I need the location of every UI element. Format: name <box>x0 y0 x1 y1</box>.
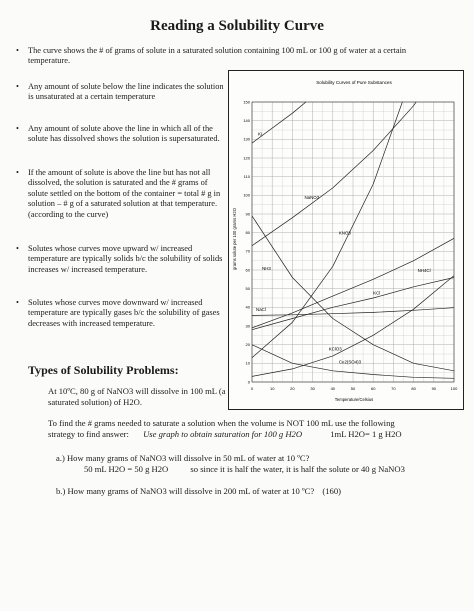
bullet-text: Any amount of solute above the line in which all of the solute has dissolved shows the solution is supersaturated. <box>28 124 220 144</box>
solubility-chart <box>228 70 464 410</box>
curve-label: Ce2(SO4)3 <box>338 359 362 365</box>
x-tick-label: 60 <box>370 386 376 391</box>
x-tick-label: 100 <box>450 386 458 391</box>
chart-title: Solubility Curves of Pure Substances <box>316 80 392 85</box>
y-tick-label: 40 <box>245 304 250 310</box>
bullet-item <box>16 168 228 220</box>
curve-label: NaCl <box>256 307 266 313</box>
instructions-hint: Use graph to obtain saturation for 100 g H2O <box>143 429 303 439</box>
y-tick-label: 110 <box>243 174 250 180</box>
y-tick-label: 30 <box>245 323 250 329</box>
x-tick-label: 30 <box>310 386 315 391</box>
y-tick-label: 50 <box>245 286 250 292</box>
bullet-text: Any amount of solute below the line indicates the solution is unsaturated at a certain temperature <box>28 82 224 102</box>
curve-label: KClO3 <box>328 346 342 352</box>
y-tick-label: 140 <box>243 118 250 124</box>
bullet-dot: • <box>16 82 19 91</box>
question-b <box>56 486 466 497</box>
instructions-prefix: strategy to find answer: <box>48 429 129 439</box>
curve-label: NaNO3 <box>304 195 320 201</box>
y-tick-label: 120 <box>243 155 250 161</box>
bullet-dot: • <box>16 244 19 253</box>
answer-a <box>84 464 468 475</box>
question-b-text: b.) How many grams of NaNO3 will dissolve in 200 mL of water at 10 ºC? <box>56 486 315 496</box>
curve-label: NH4Cl <box>417 267 431 273</box>
bullet-text: Solutes whose curves move upward w/ increased temperature are typically solids b/c the solubility of solids increases w/ increased temperature. <box>28 244 223 274</box>
bullet-dot: • <box>16 124 19 133</box>
bullet-dot: • <box>16 168 19 177</box>
answer-a-right: so since it is half the water, it is half the solute or 40 g NaNO3 <box>190 464 405 474</box>
y-tick-label: 90 <box>245 211 250 217</box>
y-tick-label: 130 <box>243 136 250 142</box>
bullet-item <box>16 124 228 145</box>
y-tick-label: 10 <box>245 360 250 366</box>
y-tick-label: 60 <box>245 267 250 273</box>
x-tick-label: 80 <box>411 386 416 391</box>
curve-label: NH3 <box>262 266 271 271</box>
instructions-line2 <box>48 429 468 440</box>
x-tick-label: 0 <box>250 386 254 391</box>
curve-label: KI <box>258 131 263 137</box>
y-tick-label: 100 <box>243 192 250 198</box>
answer-b: (160) <box>322 486 341 496</box>
chart-svg <box>228 70 464 410</box>
question-a: a.) How many grams of NaNO3 will dissolve in 50 mL of water at 10 ºC? <box>56 453 310 463</box>
bullet-text: Solutes whose curves move downward w/ increased temperature are typically gases b/c the solubility of gases decreases with increased temperature. <box>28 298 220 328</box>
y-tick-label: 0 <box>247 379 250 385</box>
y-axis-label: grams solute per 100 grams H2O <box>232 208 237 270</box>
bullet-item <box>16 298 228 329</box>
bullet-dot: • <box>16 46 19 55</box>
y-tick-label: 70 <box>245 248 250 254</box>
x-tick-label: 50 <box>350 386 356 391</box>
instructions-conversion: 1mL H2O= 1 g H2O <box>330 429 402 439</box>
example-text: At 10ºC, 80 g of NaNO3 will dissolve in 100 mL (a saturated solution) of H2O. <box>48 386 226 407</box>
y-tick-label: 20 <box>245 342 250 348</box>
curve-label: KCl <box>373 290 381 296</box>
y-tick-label: 150 <box>243 99 250 105</box>
curve-label: KNO3 <box>338 230 351 236</box>
bullet-item <box>16 244 228 275</box>
bullet-item <box>16 82 228 103</box>
y-tick-label: 80 <box>245 230 250 236</box>
x-tick-label: 90 <box>431 386 437 391</box>
bullet-dot: • <box>16 298 19 307</box>
bullet-text: The curve shows the # of grams of solute in a saturated solution containing 100 mL or 100 g of water at a certain temperature. <box>28 46 407 66</box>
x-tick-label: 10 <box>269 386 275 391</box>
x-axis-label: Temperature/Celsius <box>334 397 374 402</box>
x-tick-label: 20 <box>290 386 295 391</box>
instructions-line1: To find the # grams needed to saturate a solution when the volume is NOT 100 mL use the following <box>48 418 395 428</box>
chart-grid <box>252 102 454 382</box>
page-title: Reading a Solubility Curve <box>150 18 324 34</box>
bullet-text: If the amount of solute is above the line but has not all dissolved, the solution is saturated and the # grams of solute settled on the bottom of the container = total # g in solution – # g of a saturated solution at that temperature. (according to the curve) <box>28 168 221 219</box>
x-tick-label: 40 <box>330 386 336 391</box>
section-heading: Types of Solubility Problems: <box>28 363 179 377</box>
x-tick-label: 70 <box>391 386 396 391</box>
bullet-item <box>16 46 448 67</box>
answer-a-left: 50 mL H2O = 50 g H2O <box>84 464 169 474</box>
